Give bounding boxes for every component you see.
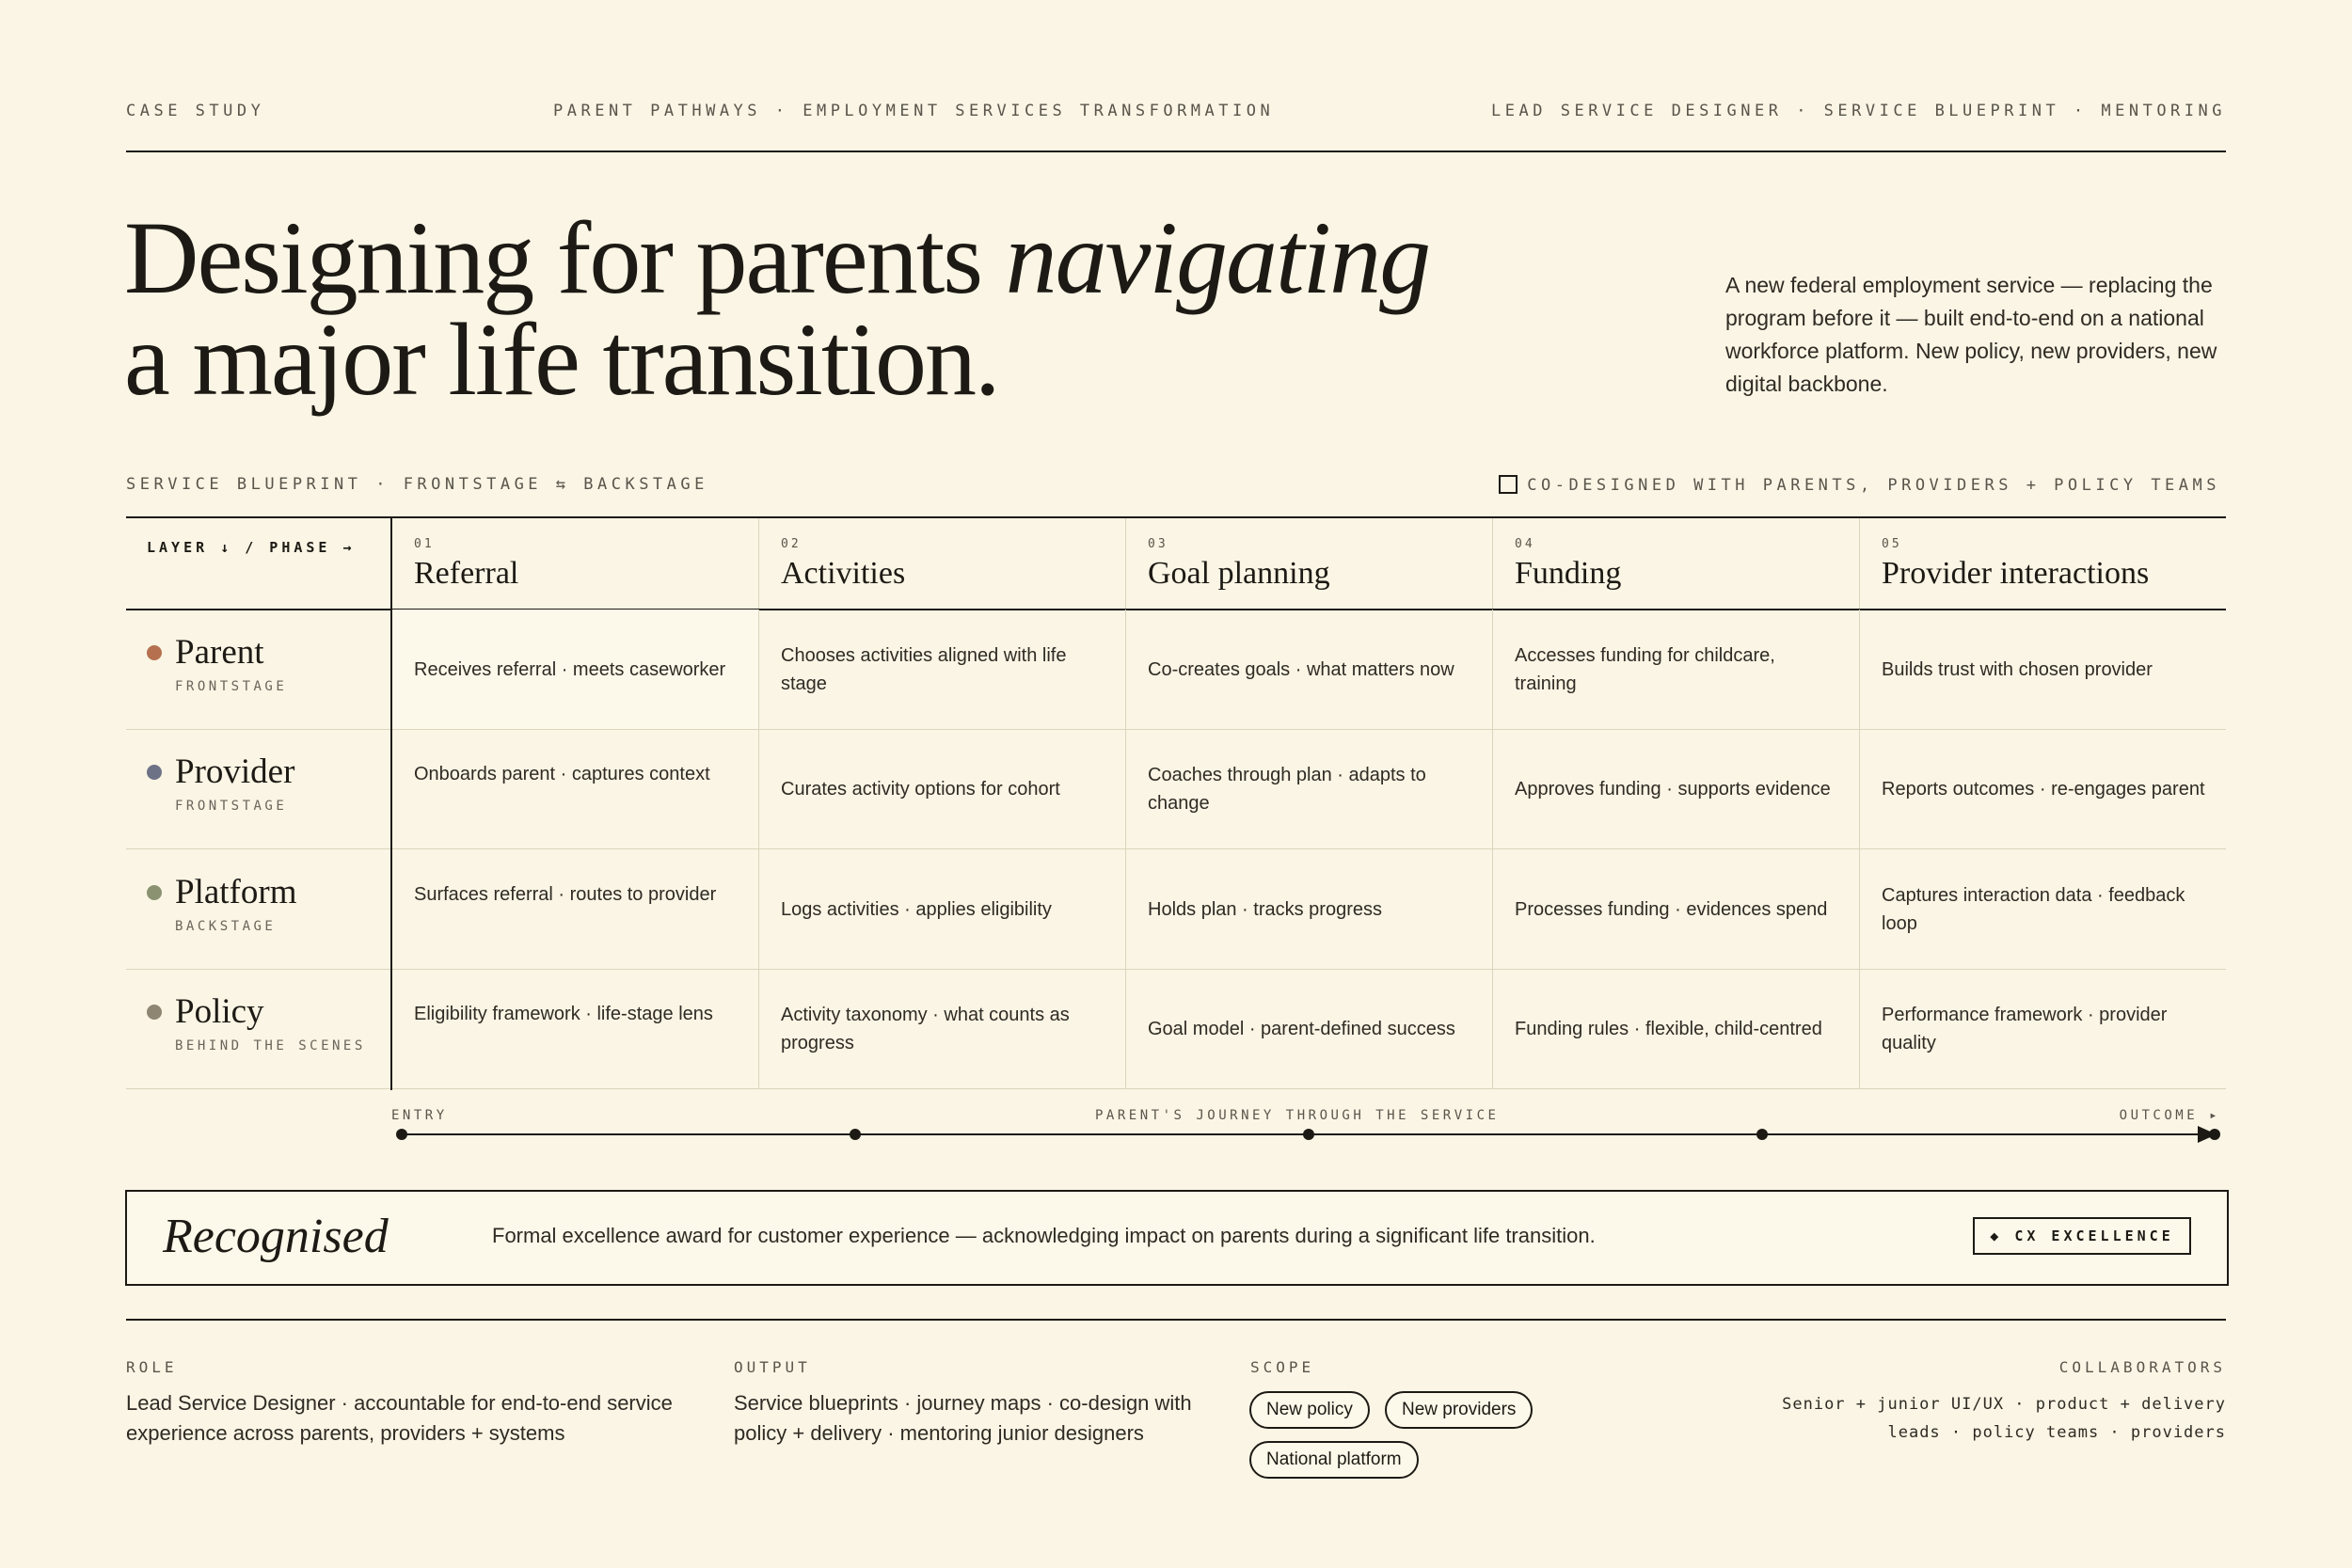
phase-name: Activities: [781, 556, 906, 591]
journey-middle-label: PARENT'S JOURNEY THROUGH THE SERVICE: [1095, 1108, 1500, 1123]
cell-text: Eligibility framework · life-stage lens: [414, 1004, 713, 1024]
layer-row-policy: [126, 969, 2226, 1089]
scope-label: SCOPE: [1250, 1358, 1315, 1376]
phase-number: 05: [1882, 537, 1902, 551]
award-description: Formal excellence award for customer experience — acknowledging impact on parents during a significant life transition.: [492, 1224, 1596, 1247]
service-blueprint-grid: [126, 516, 2226, 1090]
codesign-text: CO-DESIGNED WITH PARENTS, PROVIDERS + POLICY TEAMS: [1527, 476, 2220, 495]
phase-name: Goal planning: [1148, 556, 1330, 591]
layer-dot-icon: [147, 885, 162, 900]
hero-headline: [124, 200, 1430, 417]
phase-name: Provider interactions: [1882, 556, 2150, 591]
cell-text: Logs activities · applies eligibility: [781, 898, 1052, 920]
layer-phase-corner-label: LAYER ↓ / PHASE →: [147, 539, 356, 556]
blueprint-cell: [1859, 729, 2226, 848]
cell-text: Coaches through plan · adapts to change: [1148, 764, 1426, 814]
layer-dot-icon: [147, 645, 162, 660]
cell-text: Processes funding · evidences spend: [1515, 898, 1828, 920]
cx-excellence-badge: ◆ CX EXCELLENCE: [1973, 1217, 2191, 1255]
top-meta-bar: [126, 98, 2226, 152]
phase-header-provider-interactions: [1859, 518, 2227, 609]
phase-header-activities: [758, 518, 1126, 609]
layer-stage: BEHIND THE SCENES: [175, 1038, 366, 1053]
blueprint-cell: [1125, 849, 1492, 969]
case-study-label: CASE STUDY: [126, 102, 265, 120]
cell-text: Surfaces referral · routes to provider: [414, 884, 717, 905]
journey-point: [1756, 1129, 1768, 1140]
cell-text: Onboards parent · captures context: [414, 764, 710, 784]
scope-chip: New policy: [1249, 1391, 1370, 1429]
checkbox-square-icon: [1499, 475, 1518, 494]
cell-text: Approves funding · supports evidence: [1515, 778, 1831, 800]
headline-part-2: a major life transition.: [124, 302, 999, 417]
blueprint-cell: [1859, 969, 2226, 1088]
cell-text: Performance framework · provider quality: [1882, 1004, 2168, 1053]
blueprint-cell: [391, 849, 758, 969]
scope-chip: New providers: [1385, 1391, 1533, 1429]
journey-outcome-label: OUTCOME ▸: [2119, 1108, 2220, 1123]
layer-row-platform: [126, 849, 2226, 970]
cell-text: Builds trust with chosen provider: [1882, 658, 2153, 680]
layer-dot-icon: [147, 1005, 162, 1020]
journey-point: [850, 1129, 861, 1140]
blueprint-cell: [758, 849, 1125, 969]
layer-stage: FRONTSTAGE: [175, 679, 288, 694]
output-text: Service blueprints · journey maps · co-design with policy + delivery · mentoring junior designers: [734, 1391, 1192, 1445]
role-tags: LEAD SERVICE DESIGNER · SERVICE BLUEPRINT · MENTORING: [1491, 102, 2226, 120]
blueprint-cell: [1492, 729, 1859, 848]
cell-text: Holds plan · tracks progress: [1148, 898, 1382, 920]
blueprint-cell: [391, 729, 758, 848]
codesign-note: [1499, 475, 2220, 495]
award-banner: [125, 1190, 2229, 1286]
blueprint-cell: [1125, 610, 1492, 729]
blueprint-cell: [1125, 729, 1492, 848]
blueprint-cell: [1859, 849, 2226, 969]
phase-number: 03: [1148, 537, 1168, 551]
phase-number: 04: [1515, 537, 1535, 551]
cell-text: Activity taxonomy · what counts as progress: [781, 1004, 1070, 1053]
journey-entry-label: ENTRY: [391, 1108, 448, 1123]
journey-point: [1303, 1129, 1314, 1140]
journey-timeline: [391, 1108, 2220, 1146]
blueprint-cell: [1125, 969, 1492, 1088]
cell-text: Co-creates goals · what matters now: [1148, 658, 1454, 680]
blueprint-cell: [1492, 610, 1859, 729]
layer-name: Policy: [175, 992, 264, 1031]
blueprint-label: SERVICE BLUEPRINT · FRONTSTAGE ⇆ BACKSTAGE: [126, 475, 708, 494]
phase-name: Referral: [414, 556, 519, 591]
phase-number: 01: [414, 537, 435, 551]
cell-text: Reports outcomes · re-engages parent: [1882, 778, 2205, 800]
phase-number: 02: [781, 537, 802, 551]
blueprint-cell: [1492, 969, 1859, 1088]
award-title: Recognised: [163, 1210, 389, 1263]
layer-stage: BACKSTAGE: [175, 919, 277, 934]
cell-text: Curates activity options for cohort: [781, 778, 1060, 800]
role-text: Lead Service Designer · accountable for end-to-end service experience across parents, providers + systems: [126, 1391, 673, 1445]
blueprint-cell: [1859, 610, 2226, 729]
layer-divider: [390, 518, 392, 1090]
blueprint-cell: [1492, 849, 1859, 969]
layer-row-provider: [126, 729, 2226, 849]
blueprint-cell: [391, 610, 758, 729]
layer-name: Parent: [175, 633, 264, 672]
project-title: PARENT PATHWAYS · EMPLOYMENT SERVICES TRANSFORMATION: [553, 102, 1275, 120]
collaborators-label: COLLABORATORS: [2058, 1358, 2226, 1376]
intro-paragraph: A new federal employment service — replacing the program before it — built end-to-end on a national workforce platform. New policy, new providers, new digital backbone.: [1725, 273, 2217, 396]
phase-header-goal-planning: [1125, 518, 1493, 609]
cell-text: Receives referral · meets caseworker: [414, 658, 726, 680]
blueprint-cell: [758, 969, 1125, 1088]
cell-text: Chooses activities aligned with life stage: [781, 644, 1067, 694]
phase-name: Funding: [1515, 556, 1622, 591]
footer-divider: [126, 1319, 2226, 1321]
headline-part-1: Designing for parents: [124, 200, 1006, 315]
phase-header-referral: [391, 518, 759, 609]
layer-name: Platform: [175, 873, 297, 911]
journey-point: [396, 1129, 407, 1140]
scope-chip: National platform: [1249, 1441, 1419, 1479]
layer-name: Provider: [175, 752, 295, 791]
blueprint-cell: [758, 729, 1125, 848]
phase-header-funding: [1492, 518, 1860, 609]
layer-stage: FRONTSTAGE: [175, 799, 288, 814]
arrow-right-icon: [2198, 1126, 2217, 1143]
cell-text: Accesses funding for childcare, training: [1515, 644, 1775, 694]
layer-dot-icon: [147, 765, 162, 780]
phase-header-row: [126, 518, 2226, 610]
cell-text: Funding rules · flexible, child-centred: [1515, 1018, 1822, 1039]
role-label: ROLE: [126, 1358, 178, 1376]
blueprint-cell: [758, 610, 1125, 729]
headline-emphasis: navigating: [1005, 200, 1430, 315]
cell-text: Goal model · parent-defined success: [1148, 1018, 1455, 1039]
output-label: OUTPUT: [734, 1358, 811, 1376]
layer-row-parent: [126, 610, 2226, 730]
collaborators-text: Senior + junior UI/UX · product + delivery leads · policy teams · providers: [1782, 1395, 2226, 1442]
cell-text: Captures interaction data · feedback loop: [1882, 884, 2185, 934]
blueprint-cell: [391, 969, 758, 1088]
